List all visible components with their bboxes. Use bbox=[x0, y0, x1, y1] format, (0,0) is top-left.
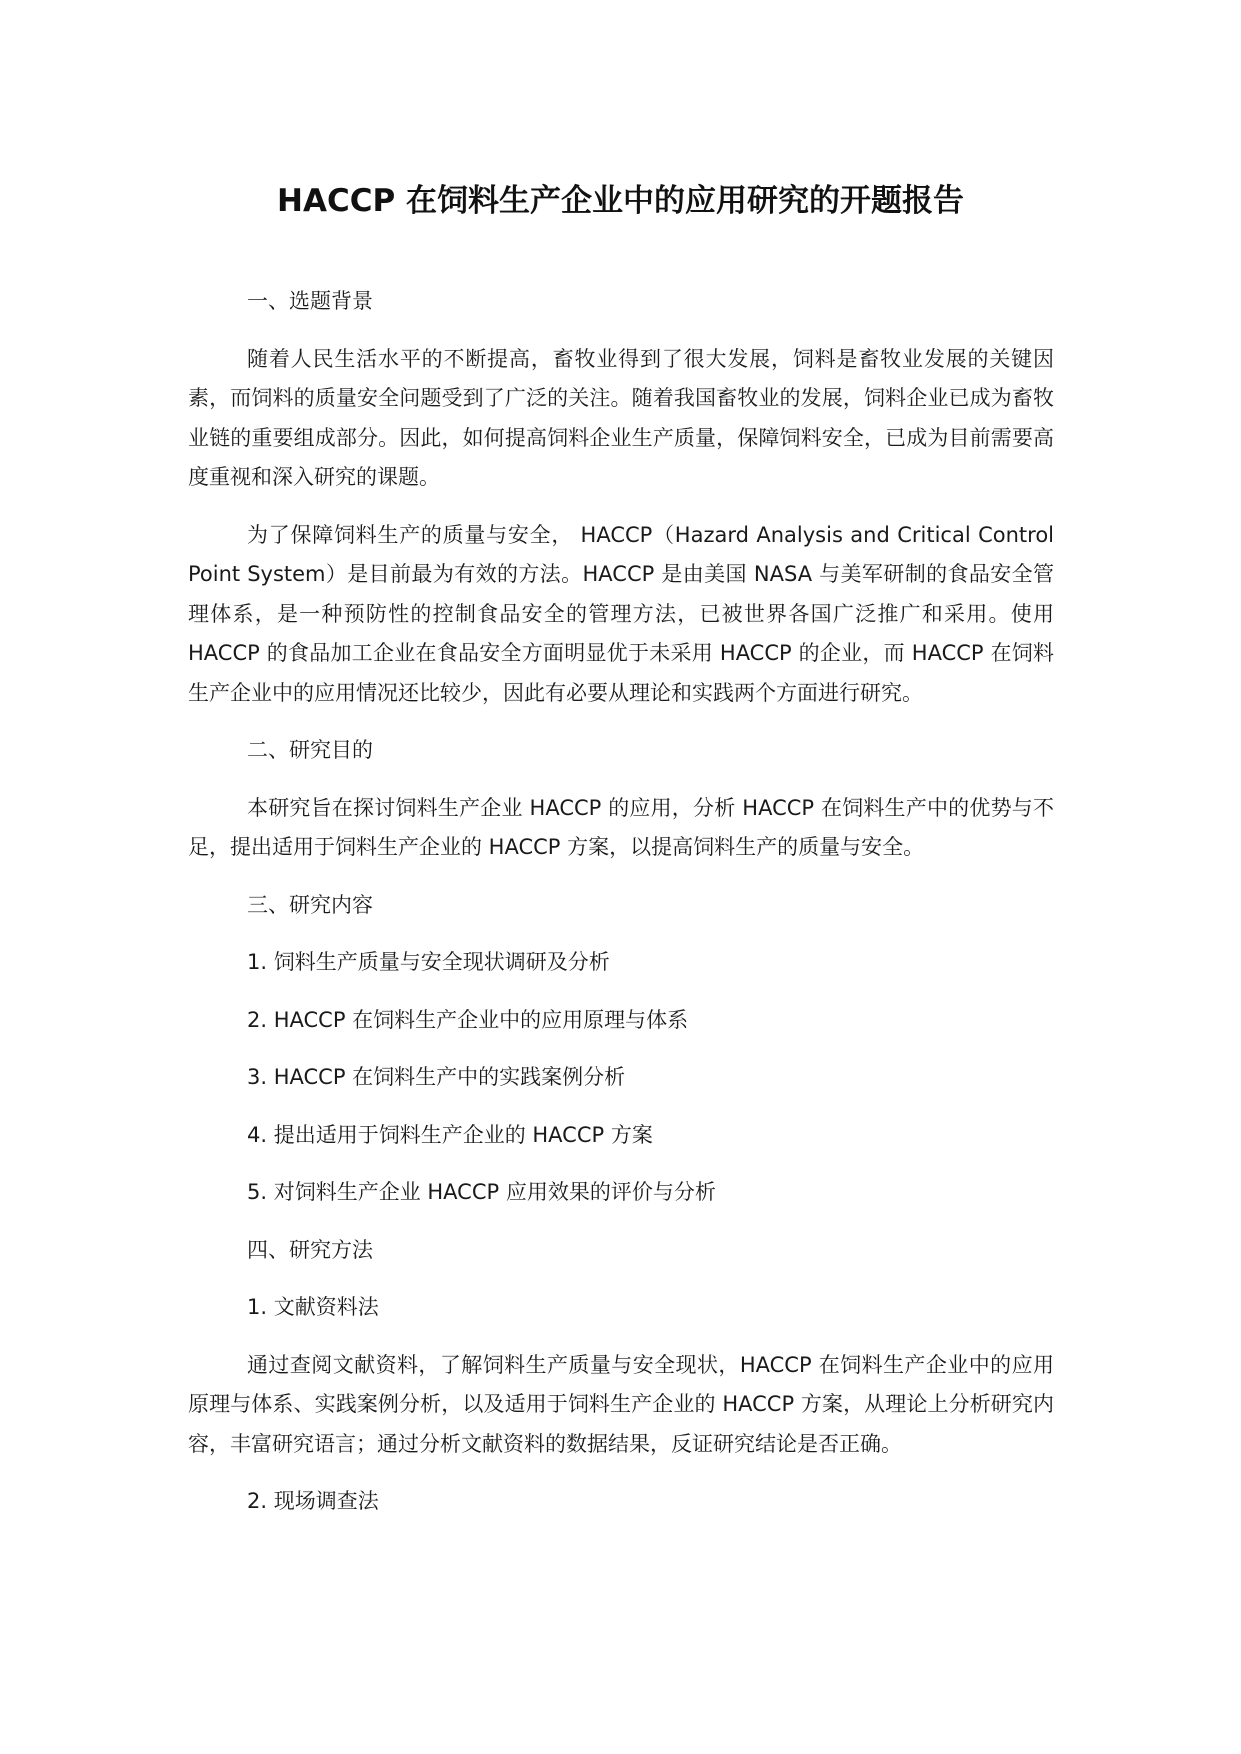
list-item: 2. 现场调查法 bbox=[247, 1489, 379, 1513]
paragraph: 通过查阅文献资料，了解饲料生产质量与安全现状，HACCP 在饲料生产企业中的应用原理与体系、实践案例分析，以及适用于饲料生产企业的 HACCP 方案，从理论上分析研究内容，丰富研究语言；通过分析文献资料的数据结果，反证研究结论是否正确。 bbox=[188, 1352, 1054, 1456]
list-item: 3. HACCP 在饲料生产中的实践案例分析 bbox=[247, 1065, 626, 1089]
paragraph: 随着人民生活水平的不断提高，畜牧业得到了很大发展，饲料是畜牧业发展的关键因素，而饲料的质量安全问题受到了广泛的关注。随着我国畜牧业的发展，饲料企业已成为畜牧业链的重要组成部分。因此，如何提高饲料企业生产质量，保障饲料安全，已成为目前需要高度重视和深入研究的课题。 bbox=[188, 346, 1054, 489]
list-item: 1. 饲料生产质量与安全现状调研及分析 bbox=[247, 950, 610, 974]
list-item: 2. HACCP 在饲料生产企业中的应用原理与体系 bbox=[247, 1007, 689, 1032]
list-item: 4. 提出适用于饲料生产企业的 HACCP 方案 bbox=[247, 1122, 653, 1147]
section-heading-purpose: 二、研究目的 bbox=[247, 738, 373, 762]
document-body bbox=[188, 282, 1054, 1540]
paragraph: 本研究旨在探讨饲料生产企业 HACCP 的应用，分析 HACCP 在饲料生产中的优势与不足，提出适用于饲料生产企业的 HACCP 方案，以提高饲料生产的质量与安全。 bbox=[188, 795, 1054, 859]
section-heading-content: 三、研究内容 bbox=[247, 892, 373, 917]
paragraph: 为了保障饲料生产的质量与安全， HACCP（Hazard Analysis and Critical Control Point System）是目前最为有效的方法。HACCP 是由美国 NASA 与美军研制的食品安全管理体系，是一种预防性的控制食品安全的管理方法，已被世界各国广泛推广和采用。使用 HACCP 的食品加工企业在食品安全方面明显优于未采用 HACCP 的企业，而 HACCP 在饲料生产企业中的应用情况还比较少，因此有必要从理论和实践两个方面进行研究。 bbox=[188, 522, 1054, 705]
list-item: 5. 对饲料生产企业 HACCP 应用效果的评价与分析 bbox=[247, 1180, 716, 1204]
section-heading-methods: 四、研究方法 bbox=[247, 1237, 373, 1262]
document-title: HACCP 在饲料生产企业中的应用研究的开题报告 bbox=[277, 183, 964, 219]
section-heading-background: 一、选题背景 bbox=[247, 289, 373, 313]
list-item: 1. 文献资料法 bbox=[247, 1295, 379, 1319]
